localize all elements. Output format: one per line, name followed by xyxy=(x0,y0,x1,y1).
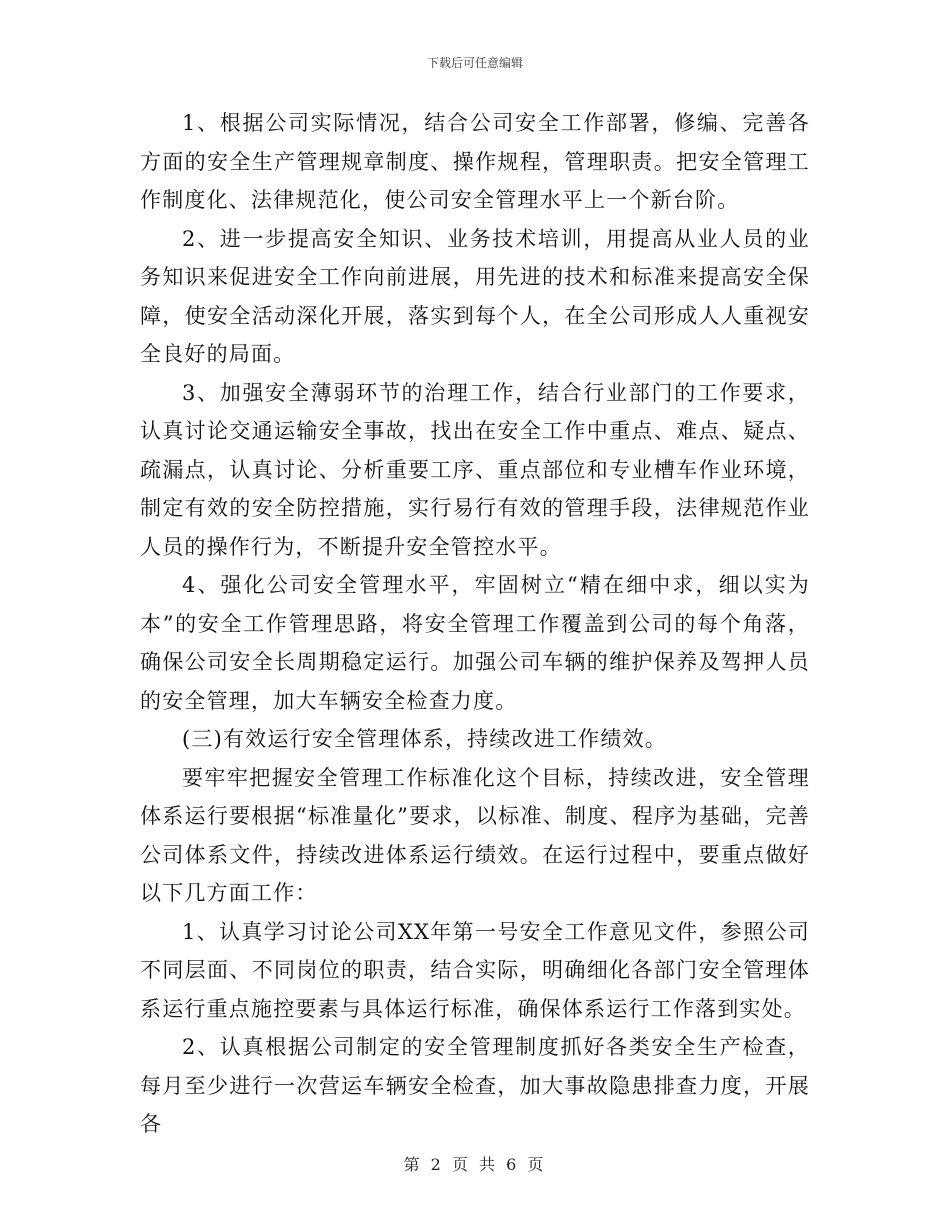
paragraph-subitem-1: 1、认真学习讨论公司XX年第一号安全工作意见文件，参照公司不同层面、不同岗位的职责，结合实际，明确细化各部门安全管理体系运行重点施控要素与具体运行标准，确保体系运行工作落到实处。 xyxy=(140,919,810,1021)
document-body xyxy=(140,104,810,1144)
section-intro-paragraph: 要牢牢把握安全管理工作标准化这个目标，持续改进，安全管理体系运行要根据“标准量化”要求，以标准、制度、程序为基础，完善公司体系文件，持续改进体系运行绩效。在运行过程中，要重点做好以下几方面工作： xyxy=(140,765,810,905)
paragraph-item-4: 4、强化公司安全管理水平，牢固树立“精在细中求，细以实为本”的安全工作管理思路，将安全管理工作覆盖到公司的每个角落，确保公司安全长周期稳定运行。加强公司车辆的维护保养及驾押人员的安全管理，加大车辆安全检查力度。 xyxy=(140,573,810,713)
paragraph-subitem-2: 2、认真根据公司制定的安全管理制度抓好各类安全生产检查，每月至少进行一次营运车辆安全检查，加大事故隐患排查力度，开展各 xyxy=(140,1035,810,1136)
page-header: 下载后可任意编辑 xyxy=(426,56,523,70)
paragraph-item-2: 2、进一步提高安全知识、业务技术培训，用提高从业人员的业务知识来促进安全工作向前进展，用先进的技术和标准来提高安全保障，使安全活动深化开展，落实到每个人，在全公司形成人人重视安全良好的局面。 xyxy=(140,226,810,366)
section-heading-3: (三)有效运行安全管理体系，持续改进工作绩效。 xyxy=(182,727,667,751)
paragraph-item-1: 1、根据公司实际情况，结合公司安全工作部署，修编、完善各方面的安全生产管理规章制度、操作规程，管理职责。把安全管理工作制度化、法律规范化，使公司安全管理水平上一个新台阶。 xyxy=(140,111,810,212)
page-number-footer: 第 2 页 共 6 页 xyxy=(403,1155,547,1174)
paragraph-item-3: 3、加强安全薄弱环节的治理工作，结合行业部门的工作要求，认真讨论交通运输安全事故，找出在安全工作中重点、难点、疑点、疏漏点，认真讨论、分析重要工序、重点部位和专业槽车作业环境，制定有效的安全防控措施，实行易行有效的管理手段，法律规范作业人员的操作行为，不断提升安全管控水平。 xyxy=(140,380,810,559)
